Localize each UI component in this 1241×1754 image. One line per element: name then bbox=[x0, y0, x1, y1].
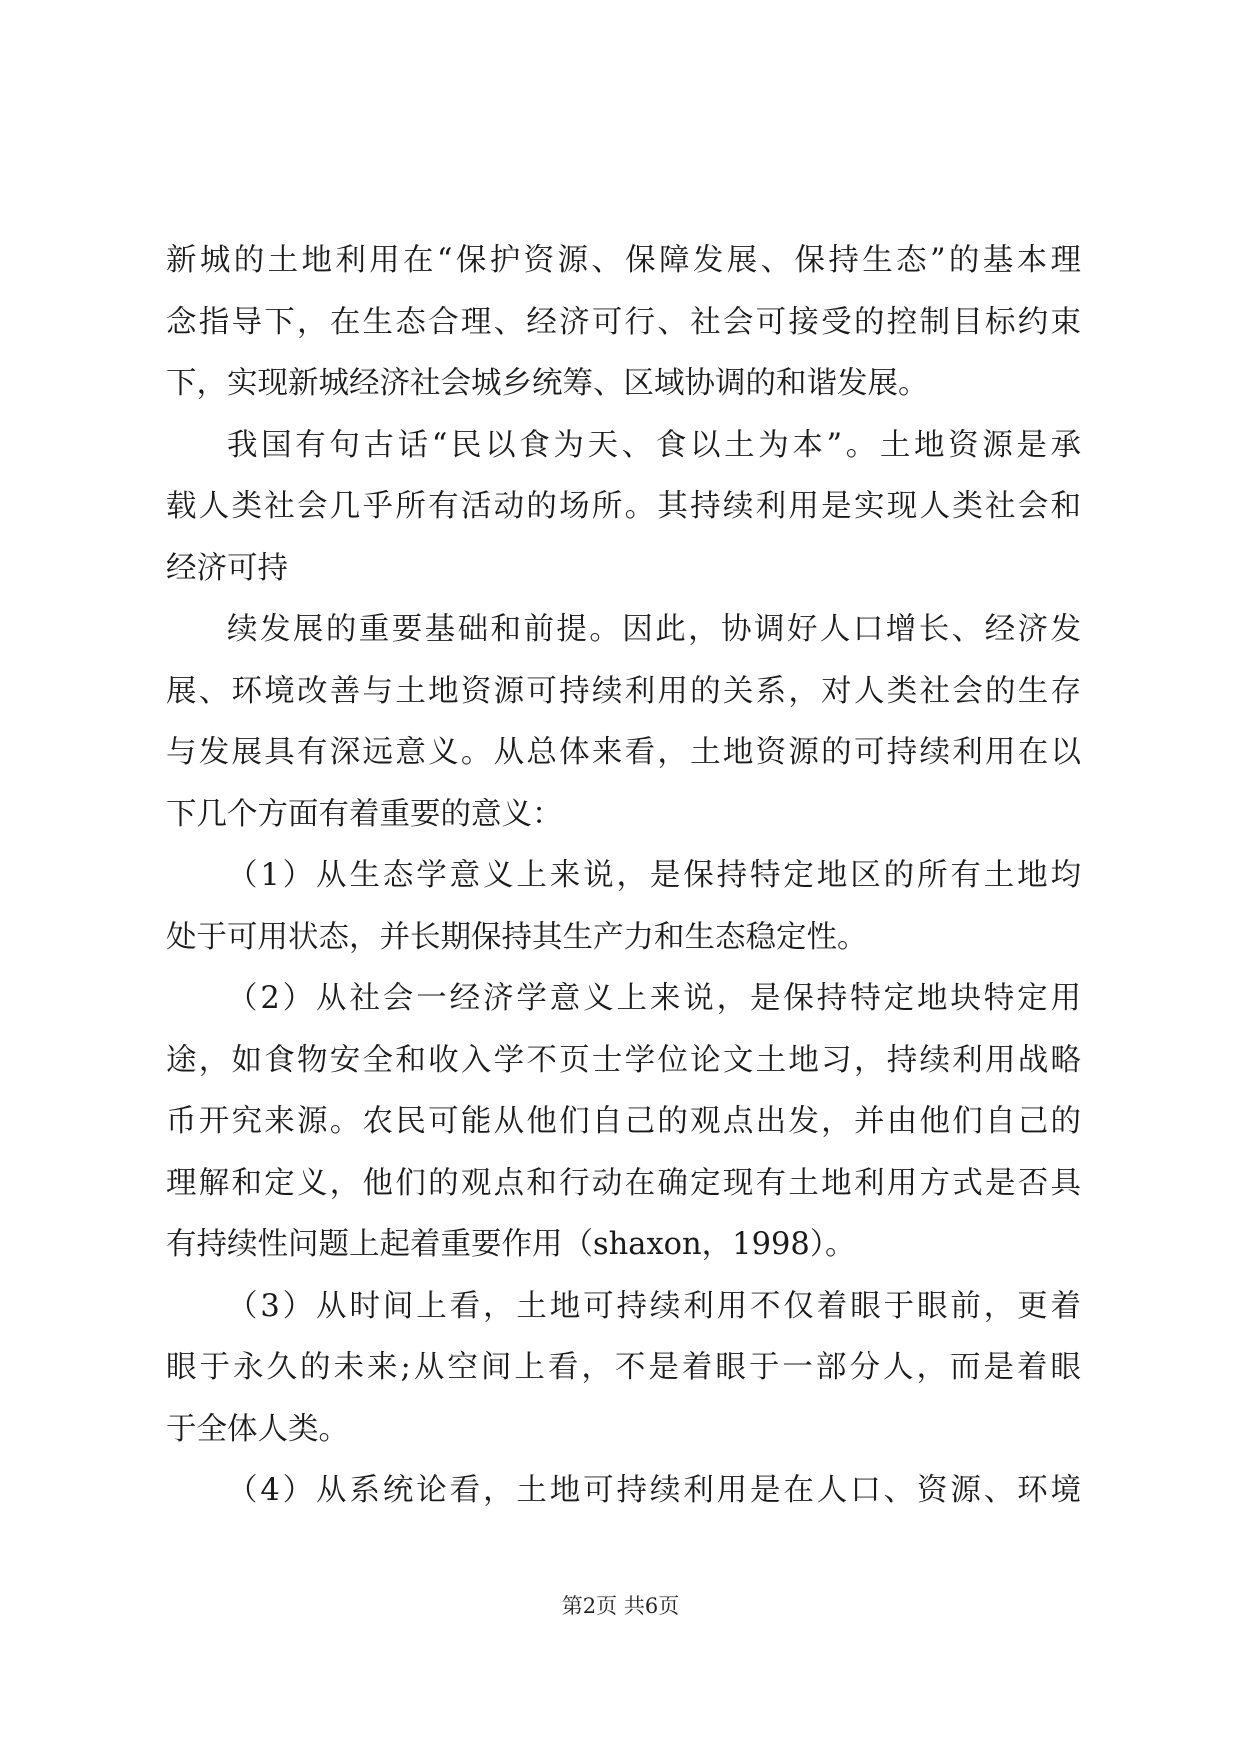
paragraph bbox=[166, 415, 1081, 600]
paragraph bbox=[166, 230, 1081, 415]
paragraph-line: （1）从生态学意义上来说，是保持特定地区的所有土地均 bbox=[227, 858, 1081, 893]
paragraph-line: 与发展具有深远意义。从总体来看，土地资源的可持续利用在以 bbox=[166, 735, 1081, 770]
paragraph-line: 下几个方面有着重要的意义： bbox=[166, 796, 563, 832]
paragraph-line: 续发展的重要基础和前提。因此，协调好人口增长、经济发 bbox=[227, 612, 1081, 647]
paragraph-line: 我国有句古话“民以食为天、食以土为本”。土地资源是承 bbox=[227, 427, 1081, 463]
paragraph bbox=[166, 1276, 1081, 1461]
paragraph-line: 有持续性问题上起着重要作用（shaxon，1998）。 bbox=[166, 1227, 856, 1262]
paragraph-line: 币开究来源。农民可能从他们自己的观点出发，并由他们自己的 bbox=[166, 1104, 1081, 1139]
paragraph-line: 于全体人类。 bbox=[166, 1411, 349, 1447]
paragraph-line: 新城的土地利用在“保护资源、保障发展、保持生态”的基本理 bbox=[166, 243, 1081, 278]
paragraph-line: 展、环境改善与土地资源可持续利用的关系，对人类社会的生存 bbox=[166, 673, 1081, 709]
paragraph-line: （3）从时间上看，土地可持续利用不仅着眼于眼前，更着 bbox=[227, 1288, 1081, 1324]
paragraph-line: 理解和定义，他们的观点和行动在确定现有土地利用方式是否具 bbox=[166, 1165, 1081, 1201]
paragraph bbox=[166, 1460, 1081, 1522]
paragraph bbox=[166, 599, 1081, 845]
paragraph-line: 载人类社会几乎所有活动的场所。其持续利用是实现人类社会和 bbox=[166, 489, 1081, 524]
paragraph-line: 下，实现新城经济社会城乡统筹、区域协调的和谐发展。 bbox=[166, 366, 929, 401]
paragraph-line: 眼于永久的未来;从空间上看，不是着眼于一部分人，而是着眼 bbox=[166, 1350, 1081, 1385]
paragraph-line: 经济可持 bbox=[166, 550, 288, 586]
paragraph-line: 途，如食物安全和收入学不页士学位论文土地习，持续利用战略 bbox=[166, 1042, 1081, 1078]
body-text bbox=[166, 230, 1081, 1522]
page-footer: 第2页 共6页 bbox=[561, 1594, 680, 1618]
paragraph bbox=[166, 845, 1081, 968]
paragraph-line: （2）从社会一经济学意义上来说，是保持特定地块特定用 bbox=[227, 981, 1081, 1016]
paragraph-line: （4）从系统论看，土地可持续利用是在人口、资源、环境 bbox=[227, 1473, 1081, 1508]
paragraph-line: 念指导下，在生态合理、经济可行、社会可接受的控制目标约束 bbox=[166, 304, 1081, 340]
paragraph bbox=[166, 968, 1081, 1276]
paragraph-line: 处于可用状态，并长期保持其生产力和生态稳定性。 bbox=[166, 919, 868, 955]
